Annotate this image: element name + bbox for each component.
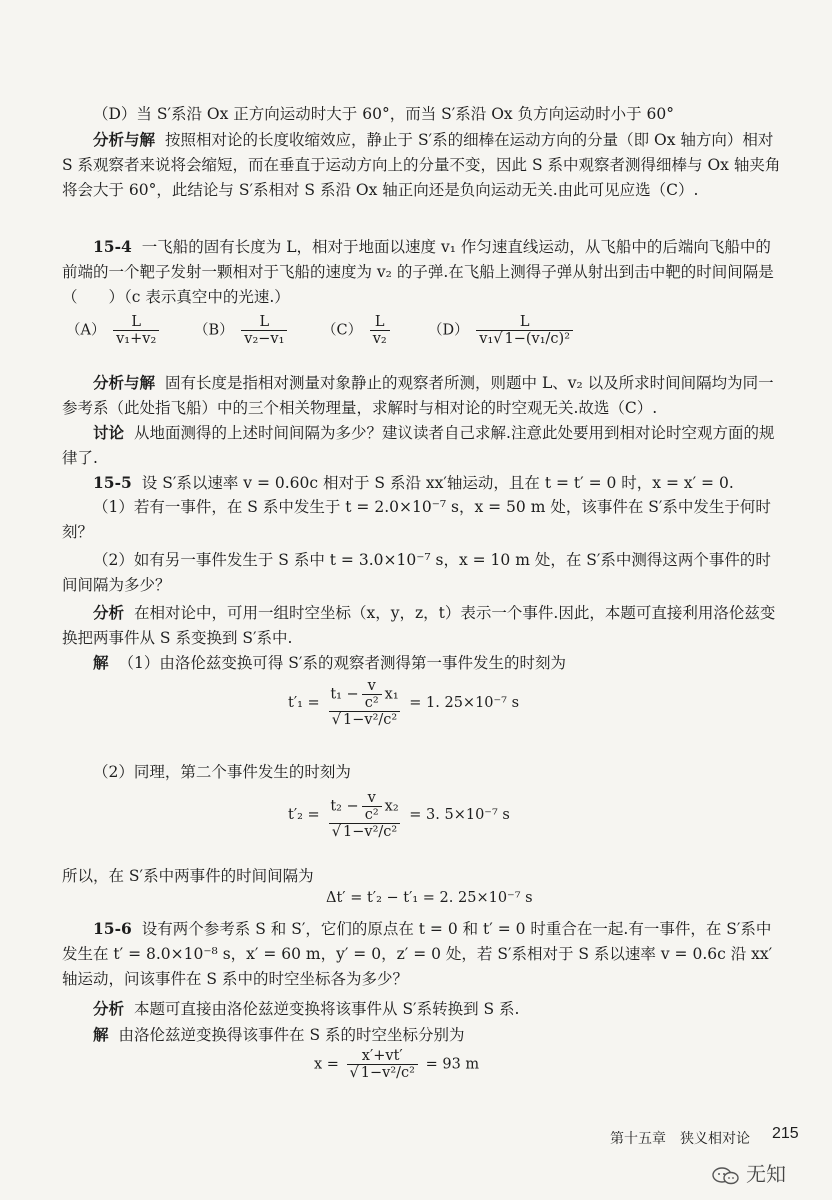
solution-1: 解 （1）由洛伦兹变换可得 S′系的观察者测得第一事件发生的时刻为 bbox=[93, 653, 566, 672]
solution-2: （2）同理，第二个事件发生的时刻为 bbox=[93, 763, 351, 781]
watermark bbox=[712, 1158, 786, 1187]
question-15-5: 15-5 设 S′系以速率 v = 0.60c 相对于 S 系沿 xx′轴运动，且在 t = t′ = 0 时，x = x′ = 0. bbox=[93, 473, 734, 492]
page-number: 215 bbox=[772, 1125, 799, 1142]
discussion: 讨论 从地面测得的上述时间间隔为多少？建议读者自己求解.注意此处要用到相对论时空观方面的规律了. bbox=[62, 423, 775, 467]
option-d-line: （D）当 S′系沿 Ox 正方向运动时大于 60°，而当 S′系沿 Ox 负方向运动时小于 60° bbox=[93, 105, 674, 123]
watermark-text: 无知 bbox=[746, 1162, 786, 1186]
option-d: （D） $\frac{L}{\text{v₁√ 1−(v₁/c)²}}$ bbox=[428, 314, 576, 347]
chapter-footer: 第十五章 狭义相对论 bbox=[610, 1131, 750, 1147]
question-15-4: 15-4 一飞船的固有长度为 L，相对于地面以速度 v₁ 作匀速直线运动，从飞船中的后端向飞船中的前端的一个靶子发射一颗相对于飞船的速度为 v₂ 的子弹.在飞船上测得子弹从射出到击中靶的时间间隔是（ ）（c 表示真空中的光速.） bbox=[62, 237, 774, 306]
solution-3: 解 由洛伦兹逆变换得该事件在 S 系的时空坐标分别为 bbox=[93, 1025, 465, 1044]
option-b: （B） $\frac{L}{\text{v₂−v₁}}$ bbox=[194, 314, 290, 347]
wechat-icon bbox=[712, 1166, 740, 1186]
analysis-4: 分析 本题可直接由洛伦兹逆变换将该事件从 S′系转换到 S 系. bbox=[93, 999, 520, 1018]
analysis-answer-1: 分析与解 按照相对论的长度收缩效应，静止于 S′系的细棒在运动方向的分量（即 Ox 轴方向）相对 S 系观察者来说将会缩短，而在垂直于运动方向上的分量不变，因此 S 系中观察者测得细棒与 Ox 轴夹角将会大于 60°，此结论与 S′系相对 S 系沿 Ox 轴正向还是负向运动无关.由此可见应选（C）. bbox=[62, 130, 781, 199]
formula-t1-prime: t′₁ = t₁ − $\frac{v}{\text{c²}}$ x₁ √ 1−v²/c² = 1. 25×10⁻⁷ s bbox=[288, 678, 520, 728]
option-c: （C） $\frac{L}{\text{v₂}}$ bbox=[322, 314, 393, 347]
formula-t2-prime: t′₂ = t₂ − $\frac{v}{\text{c²}}$ x₂ √ 1−v²/c² = 3. 5×10⁻⁷ s bbox=[288, 790, 510, 840]
formula-x: x = $\frac{x'+vt'}{\text{√ 1−v²/c²}}$ = 93 m bbox=[314, 1048, 480, 1081]
formula-delta-t: Δt′ = t′₂ − t′₁ = 2. 25×10⁻⁷ s bbox=[326, 890, 533, 906]
question-15-6: 15-6 设有两个参考系 S 和 S′，它们的原点在 t = 0 和 t′ = 0 时重合在一起.有一事件，在 S′系中发生在 t′ = 8.0×10⁻⁸ s，x′ = 60 m，y′ = 0，z′ = 0 处，若 S′系相对于 S 系以速率 v = 0.6c 沿 xx′轴运动，问该事件在 S 系中的时空坐标各为多少？ bbox=[62, 919, 773, 988]
option-a: （A） $\frac{L}{\text{v₁+v₂}}$ bbox=[66, 314, 162, 347]
question-15-5-part-1: （1）若有一事件，在 S 系中发生于 t = 2.0×10⁻⁷ s，x = 50 m 处，该事件在 S′系中发生于何时刻？ bbox=[62, 498, 771, 541]
question-15-5-part-2: （2）如有另一事件发生于 S 系中 t = 3.0×10⁻⁷ s，x = 10 m 处，在 S′系中测得这两个事件的时间间隔为多少？ bbox=[62, 551, 771, 594]
analysis-answer-2: 分析与解 固有长度是指相对测量对象静止的观察者所测，则题中 L、v₂ 以及所求时间间隔均为同一参考系（此处指飞船）中的三个相关物理量，求解时与相对论的时空观无关.故选（C）. bbox=[62, 373, 774, 417]
analysis-3: 分析 在相对论中，可用一组时空坐标（x，y，z，t）表示一个事件.因此，本题可直接利用洛伦兹变换把两事件从 S 系变换到 S′系中. bbox=[62, 603, 776, 647]
analysis-label: 分析与解 bbox=[93, 130, 156, 149]
question-number: 15-4 bbox=[93, 237, 132, 256]
so-text: 所以，在 S′系中两事件的时间间隔为 bbox=[62, 867, 314, 885]
